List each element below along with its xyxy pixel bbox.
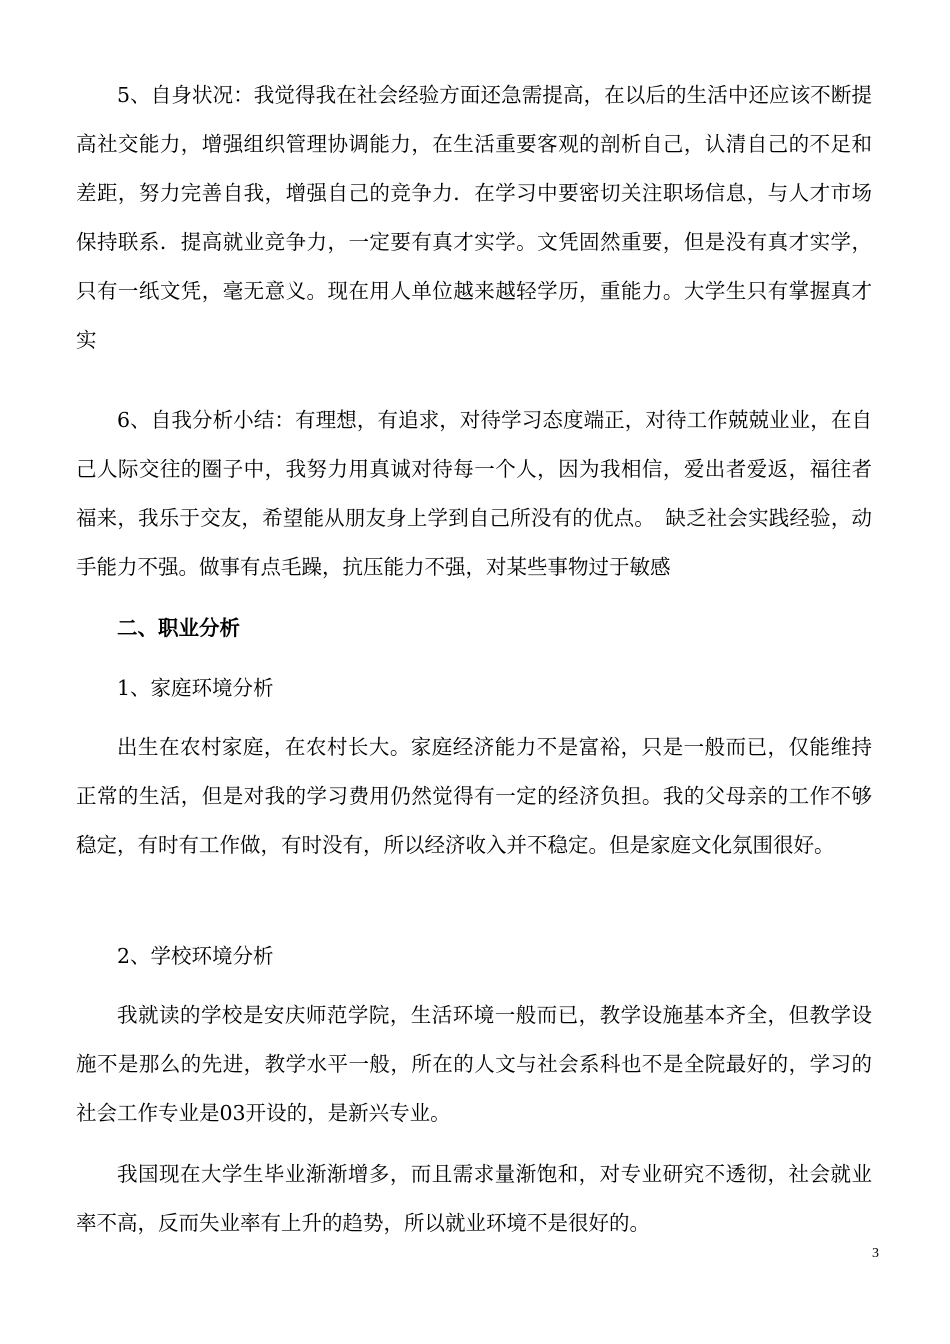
paragraph-family-environment: 出生在农村家庭，在农村长大。家庭经济能力不是富裕，只是一般而已，仅能维持正常的生活，但是对我的学习费用仍然觉得有一定的经济负担。我的父母亲的工作不够稳定，有时有工作做，有时没有，所以经济收入并不稳定。但是家庭文化氛围很好。 [76,735,872,857]
section-heading-career-analysis: 二、职业分析 [117,616,240,640]
paragraph-self-status: 5、自身状况：我觉得我在社会经验方面还急需提高，在以后的生活中还应该不断提高社交能力，增强组织管理协调能力，在生活重要客观的剖析自己，认清自己的不足和差距，努力完善自我，增强自己的竞争力．在学习中要密切关注职场信息，与人才市场保持联系．提高就业竞争力，一定要有真才实学。文凭固然重要，但是没有真才实学，只有一纸文凭，毫无意义。现在用人单位越来越轻学历，重能力。大学生只有掌握真才实 [76,83,872,352]
paragraph-self-analysis-summary: 6、自我分析小结：有理想，有追求，对待学习态度端正，对待工作兢兢业业，在自己人际交往的圈子中，我努力用真诚对待每一个人，因为我相信，爱出者爱返，福往者福来，我乐于交友，希望能从朋友身上学到自己所没有的优点。 缺乏社会实践经验，动手能力不强。做事有点毛躁，抗压能力不强，对某些事物过于敏感 [76,408,872,579]
page-number: 3 [872,1246,879,1261]
paragraph-employment-environment: 我国现在大学生毕业渐渐增多，而且需求量渐饱和，对专业研究不透彻，社会就业率不高，反而失业率有上升的趋势，所以就业环境不是很好的。 [76,1162,872,1235]
subheading-school-environment: 2、学校环境分析 [117,944,274,968]
paragraph-school-environment: 我就读的学校是安庆师范学院，生活环境一般而已，教学设施基本齐全，但教学设施不是那么的先进，教学水平一般，所在的人文与社会系科也不是全院最好的，学习的社会工作专业是03开设的，是新兴专业。 [76,1003,872,1125]
subheading-family-environment: 1、家庭环境分析 [117,676,274,700]
